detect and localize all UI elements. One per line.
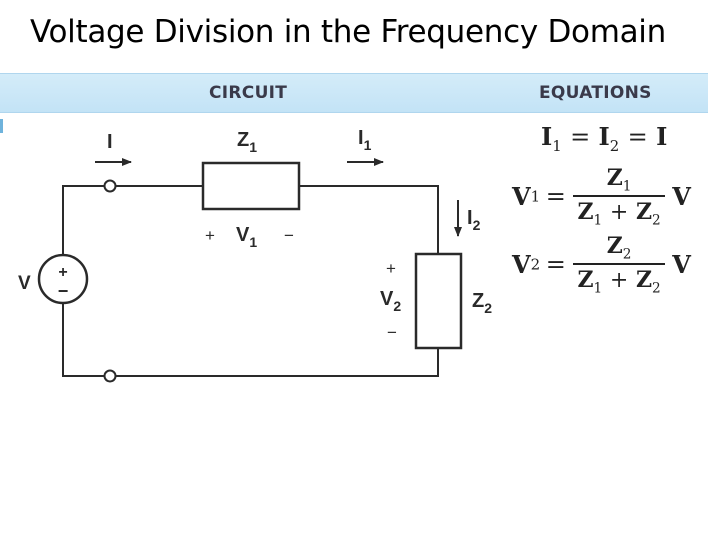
voltage-2-label: $V_2$ (380, 288, 402, 314)
equation-v2 (512, 233, 691, 297)
impedance-z1-box (203, 163, 299, 209)
eq-v1-numerator: $Z_1$ (606, 165, 632, 195)
eq-current-i2: I (598, 122, 610, 151)
slide-title: Voltage Division in the Frequency Domain (30, 14, 666, 50)
equations-header: EQUATIONS (539, 83, 652, 103)
voltage-2-plus: + (386, 259, 396, 278)
wire-top-right (299, 186, 438, 254)
eq-current-i1-sub: 1 (552, 136, 562, 155)
voltage-1-plus: + (205, 226, 215, 245)
eq-current-i: I (656, 122, 668, 151)
terminal-bottom (105, 371, 116, 382)
eq-v2-numerator: $Z_2$ (606, 233, 632, 263)
eq-v2-rhs: V (672, 250, 691, 280)
impedance-z2-box (416, 254, 461, 348)
eq-v2-fraction (573, 233, 664, 297)
eq-v1-equals: = (545, 182, 566, 211)
current-in-label: I (107, 131, 113, 153)
circuit-header: CIRCUIT (209, 83, 288, 103)
terminal-top (105, 181, 116, 192)
eq-v2-lhs-sub: 2 (530, 255, 541, 274)
wire-left-upper (63, 186, 105, 255)
equation-v1 (512, 165, 691, 229)
eq-v2-equals: = (545, 250, 566, 279)
eq-v1-fraction (573, 165, 664, 229)
impedance-z2-label: $Z_2$ (472, 290, 493, 316)
eq-equals-1: = (570, 123, 591, 151)
eq-v1-lhs-sub: 1 (530, 187, 541, 206)
wire-left-lower (63, 303, 105, 376)
eq-v1-denominator: $Z_1 + Z_2$ (573, 195, 664, 228)
eq-equals-2: = (627, 123, 648, 151)
eq-current-i2-sub: 2 (609, 136, 620, 155)
eq-v2-lhs: V (512, 250, 531, 280)
equation-currents (541, 122, 667, 155)
wire-bottom (116, 348, 438, 376)
circuit-wires (63, 186, 438, 376)
eq-v2-denominator: $Z_1 + Z_2$ (573, 263, 664, 296)
eq-v1-rhs: V (672, 182, 691, 212)
source-label: V (18, 273, 31, 294)
eq-v1-lhs: V (512, 182, 531, 212)
source-plus: + (58, 264, 68, 281)
impedance-z1-label: $Z_1$ (237, 129, 258, 155)
voltage-1-minus: − (284, 226, 294, 245)
current-2-label: $I_2$ (467, 207, 481, 233)
current-1-label: $I_1$ (358, 127, 372, 153)
eq-current-i1: I (541, 122, 553, 151)
voltage-1-label: $V_1$ (236, 224, 258, 250)
voltage-2-minus: − (387, 323, 397, 342)
source-minus: − (57, 281, 69, 301)
